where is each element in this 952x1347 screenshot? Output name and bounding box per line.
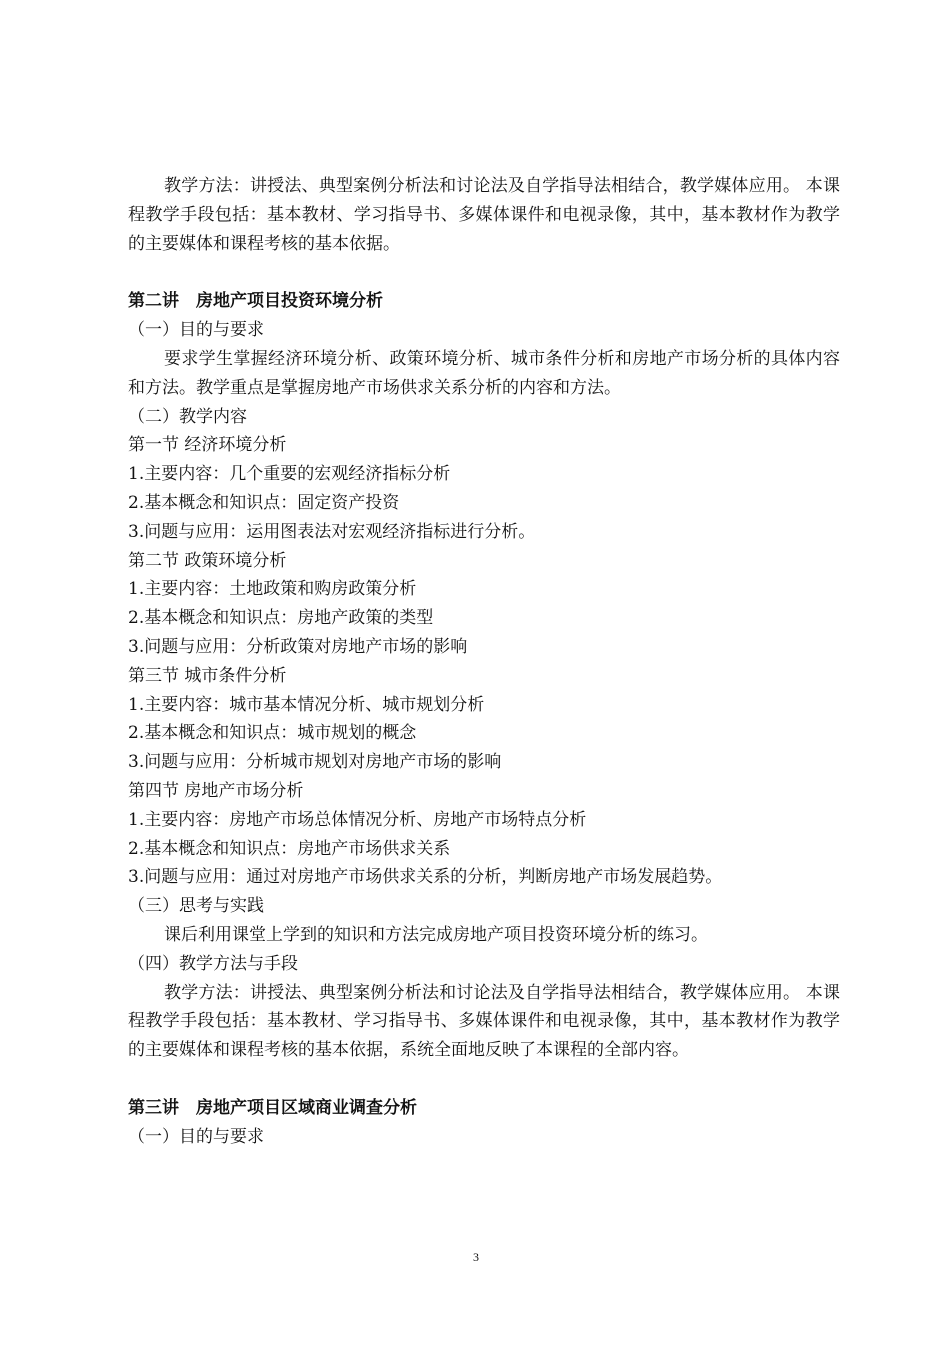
lecture-3-objectives-heading: （一）目的与要求	[128, 1126, 264, 1147]
section-3-title: 第三节 城市条件分析	[128, 665, 287, 686]
lecture-2-objectives-text: 要求学生掌握经济环境分析、政策环境分析、城市条件分析和房地产市场分析的具体内容和方法。教学重点是掌握房地产市场供求关系分析的内容和方法。	[128, 348, 840, 398]
lecture-2-methods-text: 教学方法：讲授法、典型案例分析法和讨论法及自学指导法相结合，教学媒体应用。 本课程教学手段包括：基本教材、学习指导书、多媒体课件和电视录像，其中，基本教材作为教学的主要媒体和课程考核的基本依据，系统全面地反映了本课程的全部内容。	[128, 982, 840, 1061]
lecture-2-practice-heading: （三）思考与实践	[128, 896, 264, 917]
section-4-item-1: 1.主要内容：房地产市场总体情况分析、房地产市场特点分析	[128, 809, 587, 830]
section-4-item-3: 3.问题与应用：通过对房地产市场供求关系的分析，判断房地产市场发展趋势。	[128, 867, 723, 888]
lecture-2-title: 第二讲 房地产项目投资环境分析	[128, 291, 383, 312]
section-4-title: 第四节 房地产市场分析	[128, 780, 304, 801]
section-1-title: 第一节 经济环境分析	[128, 435, 287, 456]
lecture-2-methods-heading: （四）教学方法与手段	[128, 953, 298, 974]
page-number: 3	[473, 1250, 479, 1264]
section-4-item-2: 2.基本概念和知识点：房地产市场供求关系	[128, 838, 451, 859]
intro-paragraph: 教学方法：讲授法、典型案例分析法和讨论法及自学指导法相结合，教学媒体应用。 本课程教学手段包括：基本教材、学习指导书、多媒体课件和电视录像，其中，基本教材作为教学的主要媒体和课程考核的基本依据。	[128, 176, 840, 254]
lecture-2-practice-text: 课后利用课堂上学到的知识和方法完成房地产项目投资环境分析的练习。	[164, 924, 708, 945]
section-3-item-1: 1.主要内容：城市基本情况分析、城市规划分析	[128, 694, 485, 715]
section-3-item-2: 2.基本概念和知识点：城市规划的概念	[128, 723, 417, 744]
section-1-item-1: 1.主要内容：几个重要的宏观经济指标分析	[128, 464, 451, 485]
spacer	[128, 258, 840, 287]
section-1-item-2: 2.基本概念和知识点：固定资产投资	[128, 492, 400, 513]
section-2-item-2: 2.基本概念和知识点：房地产政策的类型	[128, 608, 434, 629]
section-2-item-3: 3.问题与应用：分析政策对房地产市场的影响	[128, 636, 468, 657]
section-3-item-3: 3.问题与应用：分析城市规划对房地产市场的影响	[128, 752, 502, 773]
lecture-3-title: 第三讲 房地产项目区域商业调查分析	[128, 1097, 417, 1118]
section-2-title: 第二节 政策环境分析	[128, 550, 287, 571]
page-content	[128, 172, 840, 1152]
lecture-2-objectives-heading: （一）目的与要求	[128, 320, 264, 341]
section-1-item-3: 3.问题与应用：运用图表法对宏观经济指标进行分析。	[128, 521, 536, 542]
spacer	[128, 1065, 840, 1094]
section-2-item-1: 1.主要内容：土地政策和购房政策分析	[128, 579, 417, 600]
lecture-2-content-heading: （二）教学内容	[128, 406, 247, 427]
